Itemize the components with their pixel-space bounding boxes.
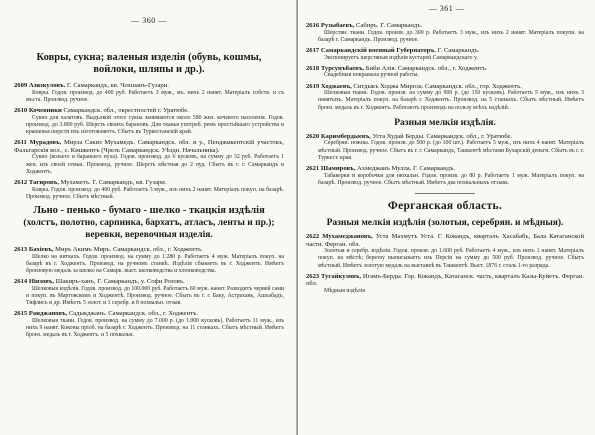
- catalog-entry: [14, 82, 284, 104]
- catalog-entry: [14, 179, 284, 201]
- section-title-carpets: Ковры, сукна; валеныя изделія (обувь, кошмы, войлоки, шляпы и др.).: [36, 52, 262, 75]
- entry-name: Азизкуловъ.: [28, 82, 66, 89]
- entry-number: 2612: [14, 179, 28, 186]
- entry-heading: [306, 47, 584, 55]
- right-page: [298, 0, 595, 435]
- entry-description: Экспонируетъ шерстяныя издѣлія кустарей Самаркандскаго у.: [324, 54, 478, 61]
- entry-description: Табакерки и коробочки для нюхальн. Годов. произв. до 80 р. Работаетъ 1 муж. Матеріалъ покуп. на базарѣ. Производ. ручное. Сбытъ мѣстный. Имѣетъ два похвальныхъ отзыва.: [318, 172, 584, 186]
- entry-heading: [14, 310, 284, 318]
- right-page-content: [306, 22, 584, 298]
- entry-heading: [14, 246, 284, 254]
- entry-description: Золотыя и серебр. издѣлія. Годов. произв. до 1.600 руб. Работаетъ 4 муж., изъ нихъ 1 нанят. Матеріалъ покуп. на мѣстѣ; березоу выписываетъ изъ Персіи на сумму до 500 руб. Производ. ручное. Сбытъ мѣстный. Имѣетъ золотую медаль на выставкѣ въ Ташкентѣ. Выст. 1876 г. сталь 1-го разряда.: [318, 248, 584, 269]
- section-title-textiles: Льно - пенько - бумаго - шелко - ткацкія издѣлія: [33, 205, 265, 216]
- entry-heading: [14, 278, 284, 286]
- entry-number: 2613: [14, 246, 28, 253]
- section-title-misc: Разныя мелкія издѣлія.: [394, 117, 496, 128]
- entry-name: Мухамеджановъ,: [322, 233, 373, 240]
- catalog-entry: [14, 139, 284, 176]
- entries-misc: [306, 133, 584, 187]
- entry-name: Самаркандскій военный Губернаторъ.: [320, 47, 436, 54]
- entry-number: 2614: [14, 278, 28, 286]
- left-page-number: — 360 —: [131, 16, 167, 25]
- entry-address: Миръ Акимъ Миръ. Самаркандск. обл., г. Ходжентъ.: [55, 246, 203, 253]
- right-page-number: — 361 —: [428, 4, 465, 13]
- entry-description: Шелковыя ткани. Годов. произв. на сумму до 900 р. (до 150 кусковъ). Работаетъ 5 муж., изъ нихъ 3 нанятыхъ. Матеріалъ покуп. на базарѣ г. Ходжентъ. Производ. на 5 станкахъ. Сбытъ мѣстный. Имѣетъ бронз. медаль въ г. Ходжентъ. Работаютъ производъ на пользу всѣхъ издѣлій.: [318, 90, 584, 111]
- entry-description: Сукно (козьего и бараньего пуха). Годов. производ. до 6 кусковъ, на сумму до 32 руб. Работаетъ 1 жен. изъ своей семьи. Производ. ручное. Шерсть мѣстная до 2 пуд. Сбытъ въ г. г. Самаркандъ и Ходжентъ.: [26, 154, 284, 175]
- entry-number: 2611: [14, 139, 27, 147]
- entry-description: Ковры. Годов. производ. до 400 руб. Работаетъ 3 муж., изъ нихъ 2 нанят. Матеріалъ покуп. на базарѣ. Производ. ручное. Сбытъ мѣстный.: [26, 186, 284, 200]
- entry-address: Садыкджанъ. Самаркандск. обл., г. Ходжентъ.: [68, 310, 198, 318]
- region-title: Ферганская область.: [387, 200, 503, 212]
- entry-address: Биби Алія. Самаркандск. обл., г. Ходжентъ.: [365, 64, 488, 72]
- entry-address: Шакиръ-ханъ, Г. Самаркандъ, у. Софи Розовъ.: [55, 278, 185, 286]
- entry-heading: [306, 165, 584, 173]
- catalog-entry: [306, 273, 584, 295]
- catalog-entry: [306, 83, 584, 112]
- catalog-entry: [14, 278, 284, 307]
- entry-heading: [14, 179, 284, 187]
- entries-carpets: [14, 82, 284, 201]
- catalog-entry: [306, 165, 584, 187]
- entry-number: 2623: [306, 272, 320, 280]
- entry-description: Шелковыя издѣлія. Годов. производ. до 100.000 руб. Работаетъ 60 муж. нанят. Разводитъ червей сами и покуп. въ Мартовскомъ и Ходжентѣ. Производ. ручное. Сбытъ въ г. г. Баку, Астрахань, Ашхабадъ, Тифлисъ и др. Имѣетъ 5 золот. и 1 серебр. и 8 похвальн. отзыв.: [26, 285, 284, 307]
- entry-number: 2610: [14, 107, 28, 114]
- left-page-content: [14, 52, 284, 343]
- entry-heading: [14, 82, 284, 90]
- entry-description: Мѣдныя издѣлія: [324, 287, 365, 294]
- entry-number: 2620: [306, 132, 320, 140]
- entry-address: Уста Махмутъ Уста. Г. Кокандъ, кварталъ Хасабабъ, Бала Катаганской части. Ферган. обл.: [306, 233, 584, 248]
- entry-address: Г. Самаркандъ.: [437, 47, 480, 54]
- catalog-entry: [306, 133, 584, 162]
- entry-address: Игамъ-Берды. Гор. Кокандъ, Катаганск. часть, кварталъ Казы-Куйетъ. Ферган. обл.: [306, 272, 584, 288]
- entry-name: Ніязовъ,: [28, 278, 55, 286]
- entry-address: Самаркандск. обл., окрестностей г. Уратюбе.: [63, 107, 189, 114]
- entries-wool: [306, 22, 584, 112]
- entry-heading: [306, 233, 584, 248]
- entry-name: Ходжаевъ,: [320, 82, 352, 90]
- catalog-entry: [306, 22, 584, 44]
- catalog-entry: [14, 246, 284, 275]
- entry-number: 2609: [14, 82, 28, 89]
- entry-heading: [14, 139, 284, 154]
- entry-number: 2617: [306, 47, 320, 54]
- entry-name: Мурадовъ,: [29, 139, 62, 147]
- entry-description: Шерстян. ткани. Годов. произв. до 300 р. Работаетъ 3 муж., изъ нихъ 2 нанят. Матеріалъ покупн. на базарѣ г. Самаркандъ. Производ. ручное.: [318, 29, 584, 43]
- entry-number: 2616: [306, 22, 320, 29]
- entry-name: Кочевники: [28, 107, 62, 114]
- section-divider: [415, 193, 475, 194]
- entry-address: Ситдыкъ Ходжа Мироза. Самаркандск. обл., гор. Ходжентъ.: [353, 82, 522, 90]
- entry-description: Серебрян. ножны. Годов. произв. до 500 р. (до 100 шт.). Работаетъ 5 муж., изъ нихъ 4 нанят. Матеріалъ мѣстный. Производ. ручное. Сбытъ въ г. г. Самаркандъ, Ташкентѣ мѣстами Бухарскій деньги. Сбытъ въ г. г. Туркест. края.: [318, 140, 584, 161]
- entry-description: Ковры. Годов. производ. до 400 руб. Работаетъ 3 муж., мъ. нихъ 2 нанят. Матеріалъ собств. и съ мъста. Производ. ручное.: [26, 89, 284, 103]
- entry-number: 2615: [14, 310, 28, 318]
- entry-address: Сабиръ. Г. Самаркандъ.: [356, 22, 423, 29]
- entry-description: Свадебныя покрывала ручной работы.: [324, 72, 419, 79]
- entry-name: Бахіевъ,: [28, 246, 54, 253]
- entry-number: 2621: [306, 165, 320, 172]
- entry-number: 2619: [306, 82, 320, 90]
- catalog-entry: [14, 107, 284, 136]
- entry-description: Шелко на ниткахъ. Годов. производ. на сумму до 1.280 р. Работаетъ 4 муж. Матеріалъ покуп. на базарѣ въ г. Ходжентъ. Производ. на ручномъ станкѣ. Издѣлія сбываетъ въ г. Ходжентъ. Имѣетъ бронзовую медаль за шелко на Самарк. выст. шелководства и хлопководства.: [26, 253, 284, 274]
- entries-textiles: [14, 246, 284, 340]
- entry-name: Каримбердыевъ,: [320, 132, 371, 140]
- entry-description: Шелковыя ткани. Годов. производ. на сумму до 7.000 р. (до 1.000 кусковъ). Работаетъ 11 муж., изъ нихъ 9 нанят. Коконы пріоб. на базарѣ г. Ходжентъ. Производ. на 11 станкахъ. Сбытъ мѣстный. Имѣетъ бронз. медаль въ г. Ходжентъ. и 5 похвальн.: [26, 318, 284, 339]
- entry-name: Турсунъбаевъ,: [320, 64, 365, 72]
- entry-heading: [14, 107, 284, 115]
- catalog-entry: [306, 65, 584, 80]
- entry-heading: [306, 22, 584, 30]
- entry-address: Ахмеджанъ Мулла. Г. Самаркандъ.: [357, 165, 456, 172]
- entry-address: Мухаметъ. Г. Самаркандъ, кв. Гузари.: [60, 179, 167, 186]
- catalog-entry: [306, 233, 584, 270]
- entry-name: Тагировъ,: [28, 179, 59, 186]
- section-subtitle-textiles: (холстъ, полотно, сарпинка, бархатъ, атласъ, ленты и пр.);: [23, 218, 275, 228]
- entry-heading: [306, 273, 584, 288]
- section-title-metal: Разныя мелкія издѣлія (золотыя, серебрян. и мѣдныя).: [326, 218, 564, 228]
- entry-number: 2622: [306, 233, 320, 240]
- entry-number: 2618: [306, 64, 320, 72]
- entries-metal: [306, 233, 584, 295]
- entry-name: Шамировъ,: [320, 165, 356, 172]
- entry-address: Мирза Сакиз Мухамедъ. Самаркандск. обл. и у., Пенджикентскій участокъ, Фальгарскія вол., с. Кишкентъ (Чрезъ Самаркандск. Уѣздн. Начальника).: [14, 139, 284, 154]
- entry-address: Уста Худай Берды. Самаркандск. обл., г. Уратюбе.: [372, 132, 513, 140]
- entry-name: Рузыбаевъ,: [320, 22, 355, 29]
- entry-address: Г. Самаркандъ, кв. Чохшанъ-Гузари.: [66, 82, 169, 89]
- catalog-entry: [306, 47, 584, 62]
- catalog-entry: [14, 310, 284, 339]
- entry-description: Сукно для халатовъ. Выдълкой этого сукна занимаются около 580 жен. кочевого населенія. Годов. производ. до 3.800 руб. Шерсть своихъ барановъ. Для тканья употреб. ремъ простъйшаго устройства и крашенья шерсти ихъ изготовляютъ. Сбытъ въ Туркестанскій край.: [26, 114, 284, 135]
- entry-name: Раиджановъ,: [28, 310, 68, 318]
- entry-name: Тугайкуловъ,: [321, 272, 362, 280]
- section-subtitle-ropes: веревки, веревочныя изделія.: [85, 230, 213, 240]
